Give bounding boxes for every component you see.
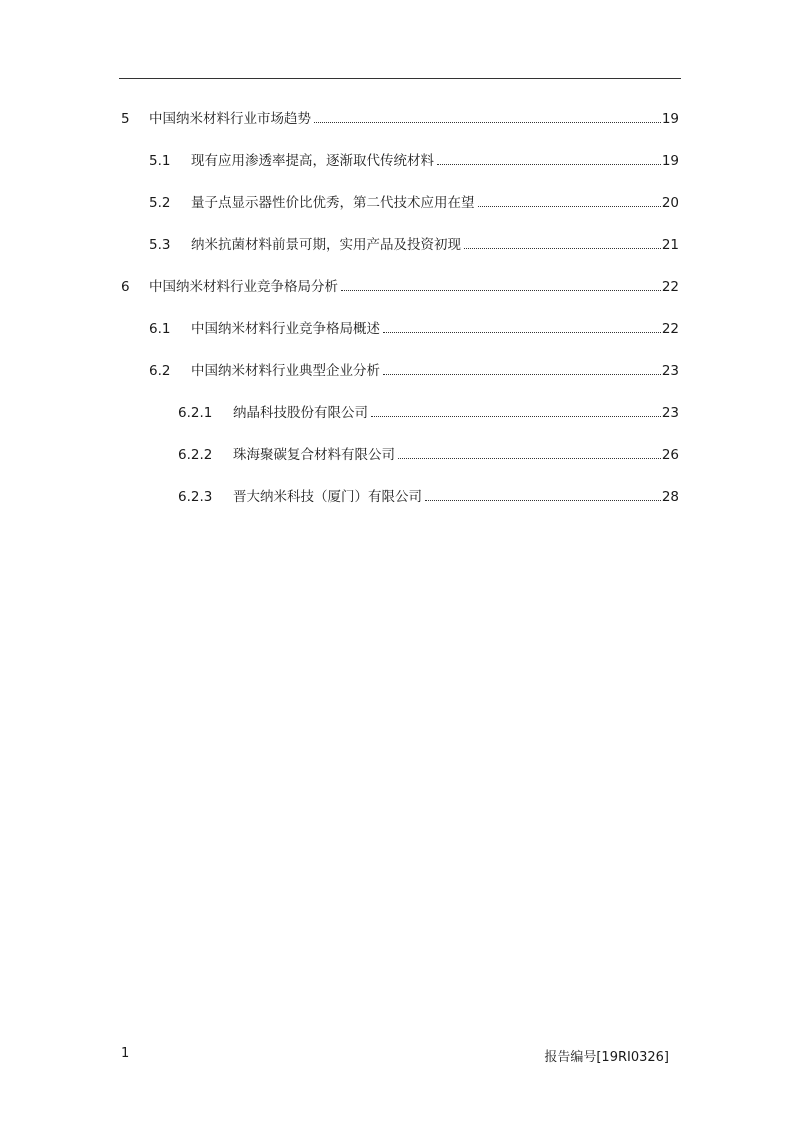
toc-title: 中国纳米材料行业典型企业分析 (191, 363, 380, 379)
toc-entry[interactable] (178, 446, 679, 464)
toc-title: 纳米抗菌材料前景可期，实用产品及投资初现 (191, 237, 461, 253)
footer-report-id: 报告编号[19RI0326] (544, 1050, 669, 1065)
toc-title: 晋大纳米科技（厦门）有限公司 (233, 489, 422, 505)
toc-leader (398, 458, 661, 459)
header-rule (119, 78, 681, 79)
toc-page: 22 (661, 279, 679, 295)
toc-page: 28 (661, 489, 679, 505)
toc-title: 现有应用渗透率提高，逐渐取代传统材料 (191, 153, 434, 169)
toc-leader (425, 500, 661, 501)
toc-leader (437, 164, 661, 165)
toc-number: 6.2 (149, 363, 171, 379)
toc-leader (464, 248, 661, 249)
toc-number: 5.3 (149, 237, 171, 253)
toc-leader (383, 374, 661, 375)
toc-title: 珠海聚碳复合材料有限公司 (233, 447, 395, 463)
toc-number: 6.2.2 (178, 447, 213, 463)
toc-number: 5.2 (149, 195, 171, 211)
toc-leader (383, 332, 661, 333)
toc-page: 19 (661, 111, 679, 127)
toc-title: 中国纳米材料行业竞争格局概述 (191, 321, 380, 337)
toc-leader (341, 290, 661, 291)
toc-number: 6.1 (149, 321, 171, 337)
toc-number: 6 (121, 279, 130, 295)
toc-page: 22 (661, 321, 679, 337)
toc-entry[interactable] (149, 194, 679, 212)
toc-leader (314, 122, 661, 123)
toc-number: 6.2.1 (178, 405, 213, 421)
toc-leader (371, 416, 661, 417)
toc-entry[interactable] (121, 110, 679, 128)
toc-page: 19 (661, 153, 679, 169)
toc-entry[interactable] (149, 320, 679, 338)
toc-title: 纳晶科技股份有限公司 (233, 405, 368, 421)
toc-number: 6.2.3 (178, 489, 213, 505)
footer-page-number: 1 (121, 1046, 130, 1061)
toc-page: 20 (661, 195, 679, 211)
toc-number: 5.1 (149, 153, 171, 169)
toc-entry[interactable] (121, 278, 679, 296)
toc-entry[interactable] (178, 488, 679, 506)
toc-page: 23 (661, 363, 679, 379)
toc-entry[interactable] (149, 362, 679, 380)
toc-entry[interactable] (178, 404, 679, 422)
toc-leader (478, 206, 661, 207)
toc-title: 中国纳米材料行业竞争格局分析 (149, 279, 338, 295)
toc-page: 21 (661, 237, 679, 253)
toc-page: 23 (661, 405, 679, 421)
toc-title: 中国纳米材料行业市场趋势 (149, 111, 311, 127)
toc-number: 5 (121, 111, 130, 127)
toc-title: 量子点显示器性价比优秀，第二代技术应用在望 (191, 195, 475, 211)
toc-page: 26 (661, 447, 679, 463)
toc-entry[interactable] (149, 236, 679, 254)
toc-entry[interactable] (149, 152, 679, 170)
